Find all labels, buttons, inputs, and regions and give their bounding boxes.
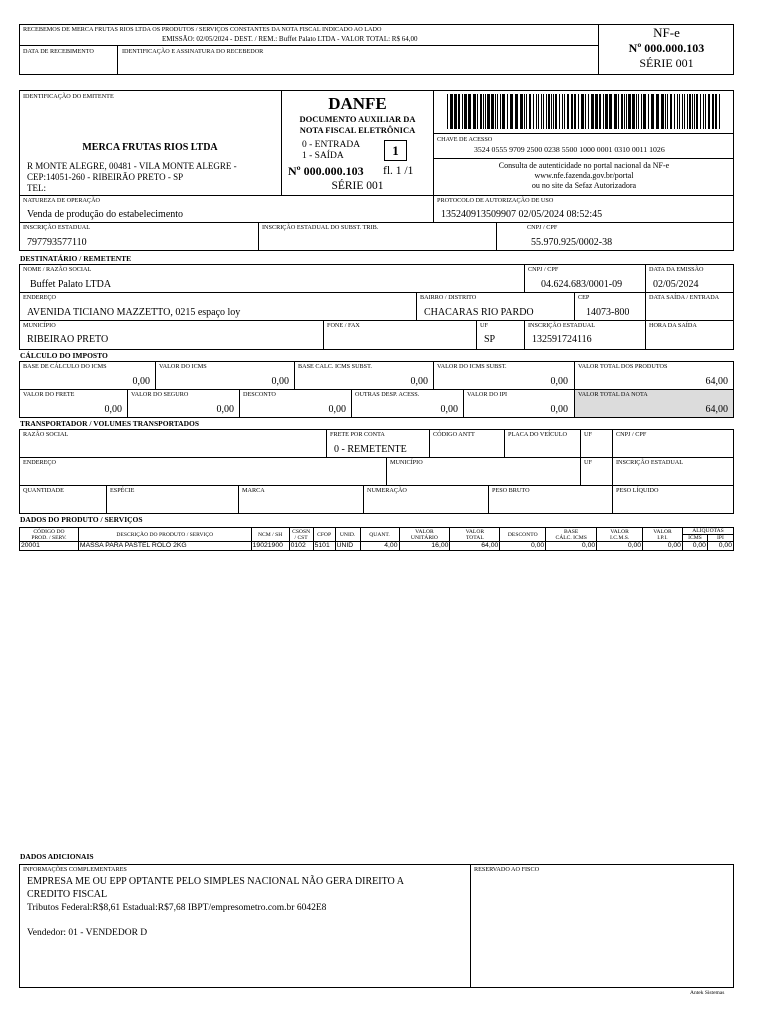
emitente-nome: MERCA FRUTAS RIOS LTDA (82, 142, 218, 153)
danfe-saida: 1 - SAÍDA (302, 151, 344, 161)
item-descricao: MASSA PARA PASTEL ROLO 2KG (78, 542, 251, 551)
barcode-bar (553, 94, 554, 129)
barcode-bar (473, 94, 476, 129)
item-quant: 4,00 (360, 542, 399, 551)
barcode-bar (700, 94, 701, 129)
canhoto-emissao: EMISSÃO: 02/05/2024 - DEST. / REM.: Buffet Palato LTDA - VALOR TOTAL: R$ 64,00 (162, 35, 418, 43)
dest-bairro: CHACARAS RIO PARDO (424, 307, 534, 318)
desconto-label: DESCONTO (243, 391, 276, 398)
item-base: 0,00 (546, 542, 597, 551)
identificacao-recebedor-label: IDENTIFICAÇÃO E ASSINATURA DO RECEBEDOR (122, 48, 264, 55)
barcode-bar (510, 94, 513, 129)
peso-bruto-label: PESO BRUTO (492, 487, 530, 494)
th-codigo-2: PROD. / SERV. (31, 534, 67, 541)
protocolo-value: 135240913509907 02/05/2024 08:52:45 (441, 209, 603, 220)
produtos-table (19, 527, 734, 551)
base-icms-label: BASE DE CÁLCULO DO ICMS (23, 363, 107, 370)
frete-value: 0,00 (104, 404, 122, 415)
barcode-bar (497, 94, 498, 129)
dest-bairro-label: BAIRRO / DISTRITO (420, 294, 477, 301)
th-vunit-2: UNITÁRIO (410, 534, 438, 541)
barcode-bar (677, 94, 678, 129)
barcode-bar (507, 94, 508, 129)
th-descricao: DESCRIÇÃO DO PRODUTO / SERVIÇO (78, 528, 251, 542)
barcode-bar (491, 94, 494, 129)
valor-icms-value: 0,00 (271, 376, 289, 387)
th-vicms-2: I.C.M.S. (609, 534, 630, 541)
th-aliquotas: ALÍQUOTAS (682, 528, 733, 535)
th-desconto: DESCONTO (500, 528, 546, 542)
th-vtotal-2: TOTAL (465, 534, 484, 541)
barcode-bar (548, 94, 550, 129)
barcode-bar (502, 94, 505, 129)
emitente-endereco1: R MONTE ALEGRE, 00481 - VILA MONTE ALEGRE - (27, 161, 237, 171)
barcode-bar (665, 94, 666, 129)
barcode-bar (515, 94, 518, 129)
danfe-tipo: 1 (392, 143, 399, 158)
barcode-bar (632, 94, 635, 129)
item-codigo: 20001 (20, 542, 79, 551)
base-icms-st-value: 0,00 (410, 376, 428, 387)
marca-label: MARCA (242, 487, 265, 494)
table-row (20, 542, 734, 551)
th-csosn-1: CSOSN (292, 528, 311, 535)
item-ncm: 19021900 (251, 542, 289, 551)
barcode-bar (715, 94, 717, 129)
barcode-bar (591, 94, 594, 129)
barcode-bar (526, 94, 527, 129)
consulta-line1: Consulta de autenticidade no portal nacional da NF-e (498, 161, 670, 170)
th-vunit-1: VALOR (415, 528, 434, 535)
barcode-bar (651, 94, 654, 129)
barcode-bar (628, 94, 631, 129)
item-vunit: 16,00 (399, 542, 450, 551)
barcode-bar (551, 94, 552, 129)
dest-cnpj-label: CNPJ / CPF (528, 266, 559, 273)
ipi-label: VALOR DO IPI (467, 391, 508, 398)
valor-icms-st-value: 0,00 (550, 376, 568, 387)
barcode (447, 94, 722, 129)
barcode-bar (529, 94, 531, 129)
barcode-bar (487, 94, 490, 129)
data-saida-label: DATA SAÍDA / ENTRADA (649, 294, 720, 301)
seguro-label: VALOR DO SEGURO (131, 391, 189, 398)
barcode-bar (712, 94, 714, 129)
imposto-section: CÁLCULO DO IMPOSTO (20, 351, 108, 360)
barcode-bar (692, 94, 693, 129)
barcode-bar (641, 94, 642, 129)
transportador-box (19, 429, 734, 514)
barcode-bar (636, 94, 637, 129)
danfe-subtitle1: DOCUMENTO AUXILIAR DA (299, 114, 416, 124)
barcode-bar (500, 94, 501, 129)
danfe-serie: SÉRIE 001 (331, 180, 384, 192)
th-vipi-2: I.P.I. (657, 534, 668, 541)
barcode-bar (524, 94, 525, 129)
especie-label: ESPÉCIE (110, 487, 135, 494)
ie-st-label: INSCRIÇÃO ESTADUAL DO SUBST. TRIB. (262, 224, 379, 231)
dest-municipio: RIBEIRAO PRETO (27, 334, 109, 345)
barcode-bar (624, 94, 625, 129)
barcode-bar (603, 94, 604, 129)
dest-cep: 14073-800 (586, 307, 630, 318)
barcode-bar (458, 94, 460, 129)
item-cfop: 5101 (313, 542, 335, 551)
barcode-bar (618, 94, 619, 129)
barcode-bar (605, 94, 608, 129)
data-recebimento-label: DATA DE RECEBIMENTO (23, 48, 94, 55)
barcode-bar (682, 94, 683, 129)
barcode-bar (708, 94, 710, 129)
peso-liquido-label: PESO LÍQUIDO (616, 487, 659, 494)
emitente-tel: TEL: (27, 183, 46, 193)
barcode-bar (543, 94, 544, 129)
info-line3: Tributos Federal:R$8,61 Estadual:R$7,68 IBPT/empresometro.com.br 6042E8 (27, 903, 327, 913)
barcode-bar (574, 94, 576, 129)
danfe-subtitle2: NOTA FISCAL ELETRÔNICA (299, 125, 416, 135)
barcode-bar (694, 94, 695, 129)
barcode-bar (643, 94, 646, 129)
barcode-bar (480, 94, 482, 129)
barcode-bar (562, 94, 563, 129)
dest-endereco: AVENIDA TICIANO MAZZETTO, 0215 espaço loy (27, 307, 241, 318)
item-cst: 0102 (289, 542, 313, 551)
item-vicms: 0,00 (597, 542, 643, 551)
th-ncm: NCM / SH (251, 528, 289, 542)
barcode-bar (705, 94, 706, 129)
barcode-bar (670, 94, 672, 129)
canhoto-header: RECEBEMOS DE MERCA FRUTAS RIOS LTDA OS PRODUTOS / SERVIÇOS CONSTANTES DA NOTA FISCAL INDICADO AO LADO (23, 26, 382, 33)
barcode-bar (462, 94, 463, 129)
emitente-endereco2: CEP:14051-260 - RIBEIRÃO PRETO - SP (27, 172, 184, 182)
barcode-bar (684, 94, 685, 129)
barcode-bar (520, 94, 523, 129)
barcode-bar (689, 94, 691, 129)
placa-label: PLACA DO VEÍCULO (508, 431, 568, 438)
th-vipi-1: VALOR (653, 528, 672, 535)
seguro-value: 0,00 (216, 404, 234, 415)
hora-saida-label: HORA DA SAÍDA (649, 322, 697, 329)
th-unid: UNID. (335, 528, 360, 542)
transp-razao-label: RAZÃO SOCIAL (23, 431, 69, 438)
barcode-bar (648, 94, 649, 129)
barcode-bar (485, 94, 486, 129)
cnpj-value: 55.970.925/0002-38 (531, 237, 613, 248)
barcode-bar (599, 94, 601, 129)
frete-conta-label: FRETE POR CONTA (330, 431, 385, 438)
barcode-bar (450, 94, 453, 129)
barcode-bar (679, 94, 680, 129)
transp-ie-label: INSCRIÇÃO ESTADUAL (616, 459, 684, 466)
transp-uf2-label: UF (584, 459, 592, 466)
chave-value: 3524 0555 9709 2500 0238 5500 1000 0001 0310 0011 1026 (474, 145, 665, 154)
barcode-bar (609, 94, 612, 129)
item-vtotal: 64,00 (450, 542, 500, 551)
barcode-bar (538, 94, 539, 129)
transp-uf-label: UF (584, 431, 592, 438)
danfe-numero: Nº 000.000.103 (288, 164, 364, 178)
numeracao-label: NUMERAÇÃO (367, 487, 407, 494)
th-csosn-2: / CST (294, 534, 308, 541)
valor-icms-st-label: VALOR DO ICMS SUBST. (437, 363, 507, 370)
barcode-bar (578, 94, 579, 129)
barcode-bar (626, 94, 627, 129)
consulta-line2: www.nfe.fazenda.gov.br/portal (534, 171, 634, 180)
danfe-title: DANFE (328, 94, 387, 113)
dest-cnpj: 04.624.683/0001-09 (541, 279, 623, 290)
protocolo-label: PROTOCOLO DE AUTORIZAÇÃO DE USO (437, 197, 554, 204)
item-vipi: 0,00 (643, 542, 683, 551)
barcode-bar (536, 94, 537, 129)
total-nota-label: VALOR TOTAL DA NOTA (578, 391, 648, 398)
barcode-bar (477, 94, 478, 129)
emitente-label: IDENTIFICAÇÃO DO EMITENTE (23, 93, 114, 100)
item-unid: UNID (335, 542, 360, 551)
valor-icms-label: VALOR DO ICMS (159, 363, 207, 370)
barcode-bar (638, 94, 639, 129)
consulta-line3: ou no site da Sefaz Autorizadora (531, 181, 637, 190)
barcode-bar (483, 94, 484, 129)
barcode-bar (495, 94, 496, 129)
desconto-value: 0,00 (328, 404, 346, 415)
reservado-fisco-label: RESERVADO AO FISCO (474, 866, 540, 873)
th-quant: QUANT. (360, 528, 399, 542)
dest-cep-label: CEP (578, 294, 590, 301)
barcode-bar (533, 94, 534, 129)
info-complementares-label: INFORMAÇÕES COMPLEMENTARES (23, 866, 127, 873)
barcode-bar (621, 94, 623, 129)
item-desconto: 0,00 (500, 542, 546, 551)
barcode-bar (719, 94, 720, 129)
barcode-bar (667, 94, 668, 129)
natureza-value: Venda de produção do estabelecimento (27, 209, 184, 220)
quantidade-label: QUANTIDADE (23, 487, 64, 494)
th-cfop: CFOP (313, 528, 335, 542)
dest-uf: SP (484, 334, 496, 345)
dest-municipio-label: MUNICÍPIO (23, 322, 56, 329)
barcode-bar (656, 94, 659, 129)
barcode-bar (555, 94, 557, 129)
destinatario-section: DESTINATÁRIO / REMETENTE (20, 254, 132, 263)
th-aliq-icms: ICMS (682, 535, 707, 542)
barcode-bar (454, 94, 457, 129)
total-produtos-value: 64,00 (705, 376, 728, 387)
barcode-bar (541, 94, 542, 129)
transp-municipio-label: MUNICÍPIO (390, 459, 423, 466)
total-nota-value: 64,00 (705, 404, 728, 415)
barcode-bar (468, 94, 471, 129)
frete-conta-value: 0 - REMETENTE (334, 444, 407, 455)
ie-label: INSCRIÇÃO ESTADUAL (23, 224, 91, 231)
barcode-bar (614, 94, 617, 129)
frete-label: VALOR DO FRETE (23, 391, 75, 398)
data-emissao: 02/05/2024 (653, 279, 699, 290)
barcode-bar (687, 94, 688, 129)
barcode-bar (588, 94, 589, 129)
canhoto-numero: Nº 000.000.103 (628, 41, 705, 55)
barcode-bar (464, 94, 467, 129)
outras-value: 0,00 (440, 404, 458, 415)
base-icms-value: 0,00 (132, 376, 150, 387)
danfe-entrada: 0 - ENTRADA (302, 140, 361, 150)
barcode-bar (564, 94, 565, 129)
natureza-label: NATUREZA DE OPERAÇÃO (23, 197, 101, 204)
produtos-section: DADOS DO PRODUTO / SERVIÇOS (20, 515, 143, 524)
info-line1: EMPRESA ME OU EPP OPTANTE PELO SIMPLES NACIONAL NÃO GERA DIREITO A (27, 876, 404, 887)
canhoto-nfe: NF-e (653, 25, 680, 40)
cnpj-label: CNPJ / CPF (527, 224, 558, 231)
data-emissao-label: DATA DA EMISSÃO (649, 266, 704, 273)
chave-label: CHAVE DE ACESSO (437, 136, 493, 143)
dest-fone-label: FONE / FAX (327, 322, 360, 329)
info-line2: CREDITO FISCAL (27, 889, 108, 900)
barcode-bar (661, 94, 664, 129)
dest-nome: Buffet Palato LTDA (30, 279, 112, 290)
barcode-bar (674, 94, 675, 129)
total-produtos-label: VALOR TOTAL DOS PRODUTOS (578, 363, 668, 370)
dest-endereco-label: ENDEREÇO (23, 294, 56, 301)
base-icms-st-label: BASE CALC. ICMS SUBST. (298, 363, 372, 370)
barcode-bar (696, 94, 698, 129)
th-vtotal-1: VALOR (465, 528, 485, 535)
dest-uf-label: UF (480, 322, 488, 329)
th-aliq-ipi: IPI (707, 535, 733, 542)
barcode-bar (585, 94, 586, 129)
barcode-bar (447, 94, 448, 129)
barcode-bar (703, 94, 704, 129)
footer-credit: Antek Sistemas (690, 990, 725, 996)
barcode-bar (581, 94, 584, 129)
canhoto-serie: SÉRIE 001 (639, 56, 694, 70)
barcode-bar (571, 94, 573, 129)
antt-label: CÓDIGO ANTT (433, 431, 475, 438)
transp-cnpj-label: CNPJ / CPF (616, 431, 647, 438)
outras-label: OUTRAS DESP. ACESS. (355, 391, 420, 398)
danfe-folha: fl. 1 /1 (383, 165, 414, 177)
th-vicms-1: VALOR (610, 528, 629, 535)
ie-value: 797793577110 (27, 237, 87, 248)
item-aipi: 0,00 (707, 542, 733, 551)
barcode-bar (559, 94, 560, 129)
dest-nome-label: NOME / RAZÃO SOCIAL (23, 266, 92, 273)
dest-ie: 132591724116 (532, 334, 592, 345)
barcode-bar (567, 94, 569, 129)
barcode-bar (595, 94, 598, 129)
adicionais-section: DADOS ADICIONAIS (20, 852, 94, 861)
produtos-header-row (20, 528, 734, 535)
ipi-value: 0,00 (550, 404, 568, 415)
th-base-1: BASE (564, 528, 579, 535)
dest-ie-label: INSCRIÇÃO ESTADUAL (528, 322, 596, 329)
barcode-bar (546, 94, 547, 129)
transportador-section: TRANSPORTADOR / VOLUMES TRANSPORTADOS (20, 419, 200, 428)
info-line4: Vendedor: 01 - VENDEDOR D (27, 928, 148, 938)
th-base-2: CÁLC. ICMS (555, 534, 587, 541)
th-codigo-1: CÓDIGO DO (33, 528, 65, 535)
transp-endereco-label: ENDEREÇO (23, 459, 56, 466)
item-aicms: 0,00 (682, 542, 707, 551)
